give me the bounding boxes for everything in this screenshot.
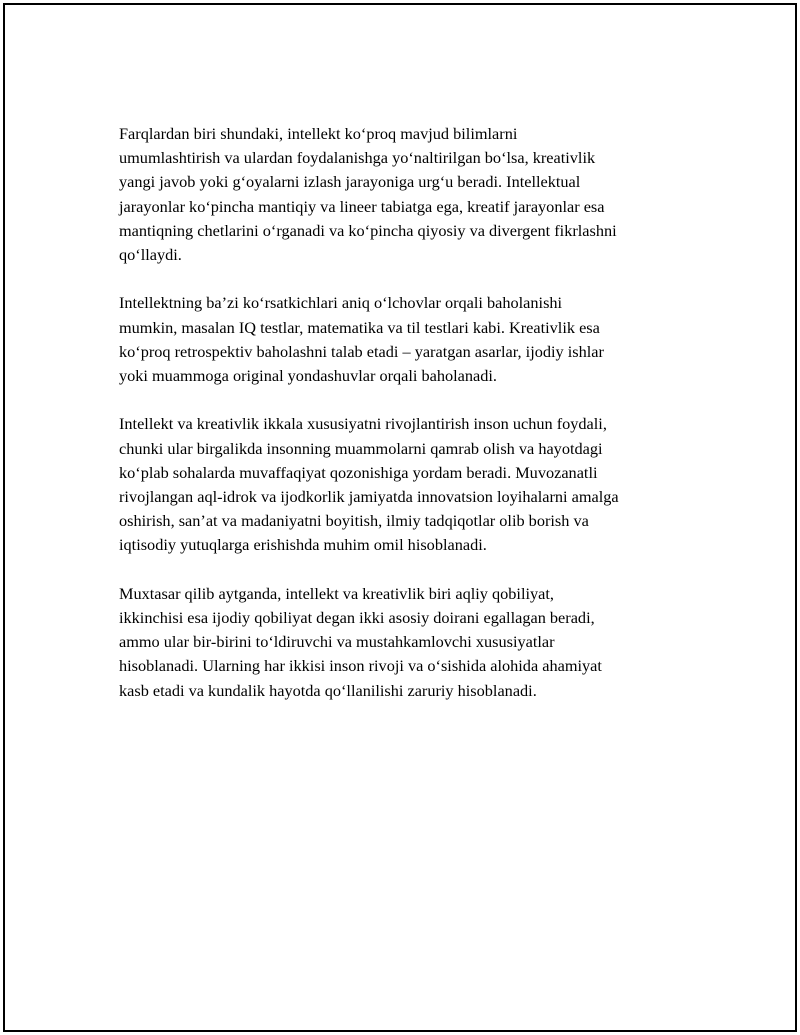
paragraph-3: [119, 412, 719, 557]
paragraph-line: Intellekt va kreativlik ikkala xususiyatni rivojlantirish inson uchun foydali,: [119, 414, 607, 434]
paragraph-line: Muxtasar qilib aytganda, intellekt va kreativlik biri aqliy qobiliyat,: [119, 583, 554, 603]
paragraph-4: [119, 582, 719, 703]
paragraph-line: ikkinchisi esa ijodiy qobiliyat degan ikki asosiy doirani egallagan beradi,: [119, 608, 595, 628]
paragraph-line: yoki muammoga original yondashuvlar orqali baholanadi.: [119, 366, 497, 386]
paragraph-line: ammo ular bir-birini to‘ldiruvchi va mustahkamlovchi xususiyatlar: [119, 632, 555, 652]
paragraph-line: rivojlangan aql-idrok va ijodkorlik jamiyatda innovatsion loyihalarni amalga: [119, 487, 619, 507]
paragraph-line: yangi javob yoki g‘oyalarni izlash jarayoniga urg‘u beradi. Intellektual: [119, 172, 581, 192]
paragraph-line: chunki ular birgalikda insonning muammolarni qamrab olish va hayotdagi: [119, 438, 603, 458]
paragraph-1: [119, 122, 719, 267]
paragraph-line: Farqlardan biri shundaki, intellekt ko‘proq mavjud bilimlarni: [119, 124, 518, 143]
paragraph-line: mantiqning chetlarini o‘rganadi va ko‘pincha qiyosiy va divergent fikrlashni: [119, 220, 617, 240]
paragraph-line: iqtisodiy yutuqlarga erishishda muhim omil hisoblanadi.: [119, 535, 487, 555]
paragraph-line: jarayonlar ko‘pincha mantiqiy va lineer tabiatga ega, kreatif jarayonlar esa: [119, 196, 605, 216]
paragraph-line: qo‘llaydi.: [119, 245, 182, 265]
paragraph-line: mumkin, masalan IQ testlar, matematika va til testlari kabi. Kreativlik esa: [119, 317, 600, 337]
paragraph-line: kasb etadi va kundalik hayotda qo‘llanilishi zaruriy hisoblanadi.: [119, 680, 537, 700]
paragraph-line: oshirish, san’at va madaniyatni boyitish, ilmiy tadqiqotlar olib borish va: [119, 511, 589, 531]
paragraph-line: hisoblanadi. Ularning har ikkisi inson rivoji va o‘sishida alohida ahamiyat: [119, 656, 602, 676]
page-frame: [3, 3, 797, 1032]
document-body: [119, 122, 719, 727]
paragraph-line: Intellektning ba’zi ko‘rsatkichlari aniq o‘lchovlar orqali baholanishi: [119, 293, 563, 313]
paragraph-line: ko‘proq retrospektiv baholashni talab etadi – yaratgan asarlar, ijodiy ishlar: [119, 341, 604, 361]
paragraph-2: [119, 291, 719, 388]
paragraph-line: ko‘plab sohalarda muvaffaqiyat qozonishiga yordam beradi. Muvozanatli: [119, 462, 598, 482]
paragraph-line: umumlashtirish va ulardan foydalanishga yo‘naltirilgan bo‘lsa, kreativlik: [119, 148, 596, 168]
